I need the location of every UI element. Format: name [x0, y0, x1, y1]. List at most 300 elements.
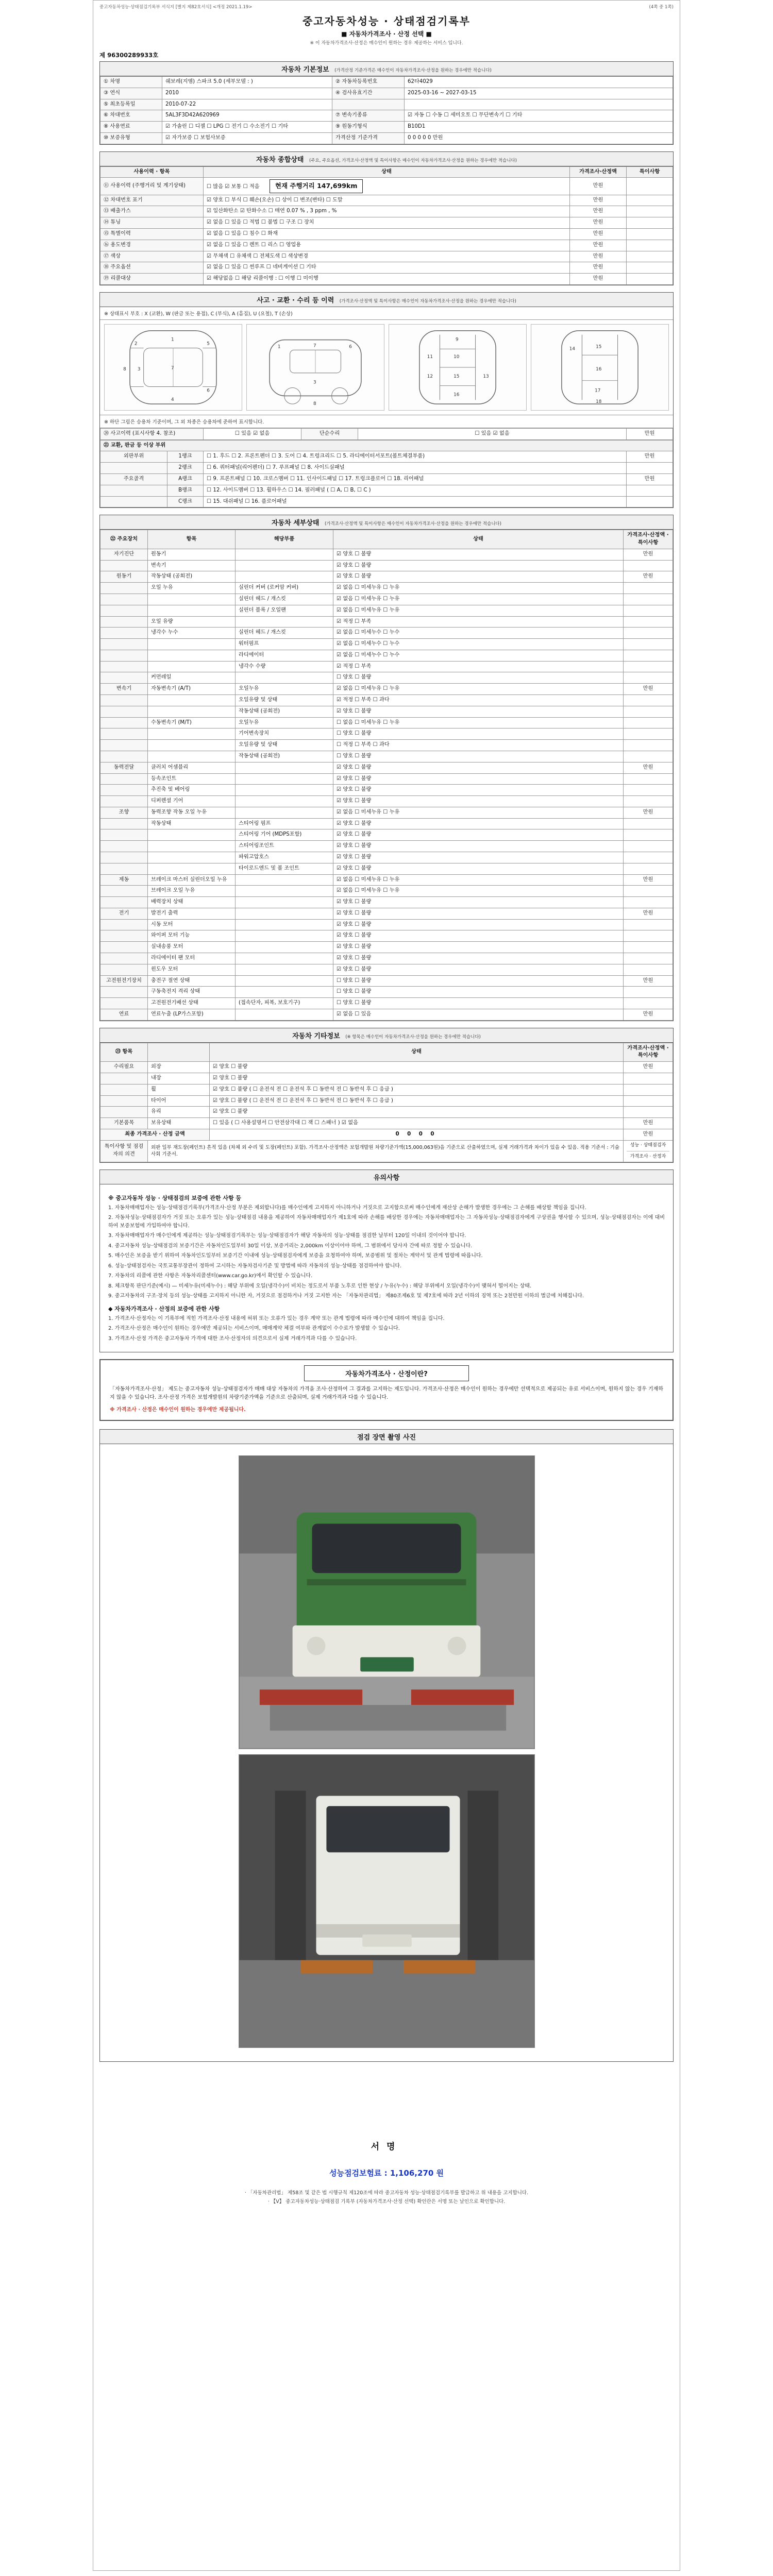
device-cell	[100, 661, 148, 672]
other-info-row	[100, 1062, 673, 1073]
part-cell: 실린더 헤드 / 개스킷	[236, 594, 333, 605]
field-value: ☑ 자동 ☐ 수동 ☐ 세미오토 ☐ 무단변속기 ☐ 기타	[405, 110, 673, 122]
panel-exchange-row	[100, 496, 673, 507]
device-cell	[100, 650, 148, 661]
field-label: ⑧ 사용연료	[100, 122, 162, 133]
part-cell	[236, 571, 333, 583]
page-subtitle: ■ 자동차가격조사 · 산정 선택 ■	[341, 30, 432, 38]
condition-label: ⑯ 용도변경	[100, 240, 204, 251]
device-cell	[100, 964, 148, 975]
state-cell: ☑ 양호 ☐ 불량	[333, 953, 624, 964]
detail-condition-row	[100, 852, 673, 863]
photos-section-title: 점검 장면 촬영 사진	[357, 1434, 416, 1442]
item-cell: 디퍼렌셜 기어	[148, 796, 236, 807]
note-cell	[627, 217, 673, 229]
item-cell	[148, 751, 236, 762]
col-category: ㉓ 항목	[100, 1043, 148, 1062]
category-cell	[100, 1095, 148, 1107]
basic-info-row	[100, 132, 673, 144]
note-cell	[627, 228, 673, 240]
part-cell: 오일유량 및 상태	[236, 740, 333, 751]
notice-item: 6. 성능·상태점검자는 국토교통부장관이 정하여 고시하는 자동차검사기준 및 방법에 따라 자동차의 성능·상태를 점검하여야 합니다.	[108, 1263, 402, 1269]
device-cell	[100, 695, 148, 706]
price-cell: 만원	[570, 228, 627, 240]
detail-condition-row	[100, 762, 673, 773]
exchange-table-title: ㉑ 교환, 판금 등 이상 부위	[100, 440, 673, 451]
page-title: 중고자동차성능 · 상태점검기록부	[302, 15, 470, 27]
field-value: B10D1	[405, 122, 673, 133]
detail-condition-row	[100, 975, 673, 987]
other-info-row	[100, 1118, 673, 1129]
state-cell: ☐ 양호 ☐ 불량	[333, 728, 624, 740]
svg-text:1: 1	[277, 344, 281, 350]
section-basic-info	[99, 61, 674, 145]
part-cell: 오일누유	[236, 717, 333, 728]
svg-text:6: 6	[349, 344, 352, 350]
detail-condition-row	[100, 583, 673, 594]
car-underbody-front-diagram	[389, 324, 527, 411]
price-cell	[624, 583, 673, 594]
part-cell	[236, 785, 333, 796]
svg-text:17: 17	[595, 388, 601, 394]
item-cell: 작동상태 (공회전)	[148, 571, 236, 583]
col-usage: 사용이력 · 항목	[100, 166, 204, 178]
device-cell: 제동	[100, 874, 148, 886]
odometer-value-box	[270, 179, 363, 193]
price-cell	[627, 463, 673, 474]
state-cell: ☑ 양호 ☐ 불량	[210, 1062, 624, 1073]
item-cell	[148, 639, 236, 650]
field-label: ⑦ 변속기종류	[332, 110, 405, 122]
detail-condition-row	[100, 605, 673, 616]
inspection-photo-front	[239, 1455, 535, 1749]
field-label: ⑨ 원동기형식	[332, 122, 405, 133]
state-cell: ☐ 있음 ( ☐ 사용설명서 ☐ 안전삼각대 ☐ 잭 ☐ 스패너 ) ☑ 없음	[210, 1118, 624, 1129]
device-cell	[100, 796, 148, 807]
item-cell: 실내송풍 모터	[148, 942, 236, 953]
state-cell: ☑ 없음 ☐ 미세누수 ☐ 누수	[333, 628, 624, 639]
condition-state: ☑ 없음 ☐ 있음 ☐ 렌트 ☐ 리스 ☐ 영업용	[204, 240, 570, 251]
diagram-note: ※ 하단 그림은 승용차 기준이며, 그 외 차종은 승용차에 준하여 표시합니다.	[100, 415, 673, 428]
svg-text:14: 14	[569, 346, 576, 352]
final-price-value: 0 0 0 0	[210, 1129, 624, 1140]
insurance-fee-value: 1,106,270 원	[390, 2168, 444, 2178]
detail-condition-row	[100, 841, 673, 852]
device-cell: 자기진단	[100, 549, 148, 560]
title-block	[99, 13, 674, 46]
item-cell: 시동 모터	[148, 919, 236, 930]
item-cell	[148, 863, 236, 874]
price-cell: 만원	[624, 762, 673, 773]
condition-label: ⑱ 주요옵션	[100, 262, 204, 274]
item-cell	[148, 650, 236, 661]
detail-condition-row	[100, 706, 673, 717]
item-cell: 유리	[148, 1107, 210, 1118]
panel-parts: ☐ 1. 후드 ☐ 2. 프론트펜더 ☐ 3. 도어 ☐ 4. 트렁크리드 ☐ 5. 라디에이터서포트(볼트체결부품)	[204, 451, 627, 463]
device-cell: 고전원전기장치	[100, 975, 148, 987]
opinion-text: 외판 일부 재도장(페인트) 흔적 있음 (차체 외 수리 및 도장(페인트) 포함). 가격조사·산정액은 보험개발원 차량기준가액(15,000,063원)을 기준으로 산출하였으며, 실제 거래가격과 차이가 있을 수 있음. 적용 기준서 : 기술사회 기준서.	[148, 1140, 624, 1162]
note-cell	[627, 206, 673, 217]
col-state: 상태	[333, 530, 624, 549]
state-cell: ☑ 양호 ☐ 불량	[333, 919, 624, 930]
device-cell	[100, 987, 148, 998]
state-cell: ☐ 양호 ☐ 불량	[333, 672, 624, 684]
field-value: ☑ 자가보증 ☐ 보험사보증	[162, 132, 332, 144]
panel-exchange-row	[100, 485, 673, 496]
device-cell: 연료	[100, 1009, 148, 1020]
state-cell: ☑ 양호 ☐ 불량	[333, 773, 624, 785]
state-cell: ☑ 없음 ☐ 미세누유 ☐ 누유	[333, 807, 624, 818]
notice-item: 2. 자동차성능·상태점검자가 거짓 또는 오류가 있는 성능·상태점검 내용을 제공하여 자동차매매업자가 제1호에 따라 손해를 배상한 경우에는 자동차매매업자는 그 자동차성능·상태점검자에게 구상권을 행사할 수 있으며, 성능·상태점검자는 이에 대비하여 보증보험에 가입하여야 합니다.	[108, 1215, 665, 1229]
device-cell	[100, 672, 148, 684]
svg-text:8: 8	[123, 366, 126, 372]
detail-condition-table	[100, 530, 673, 1020]
state-cell: ☐ 양호 ☐ 불량	[333, 987, 624, 998]
device-cell	[100, 740, 148, 751]
part-cell: 기어변속장치	[236, 728, 333, 740]
note-cell	[627, 240, 673, 251]
price-cell	[624, 785, 673, 796]
detail-condition-row	[100, 807, 673, 818]
price-cell: 만원	[570, 195, 627, 206]
part-cell	[236, 874, 333, 886]
detail-condition-row	[100, 964, 673, 975]
item-cell: 원동기	[148, 549, 236, 560]
panel-group	[100, 485, 167, 496]
device-cell	[100, 728, 148, 740]
accident-section-note: (가격조사·산정액 및 특이사항은 매수인이 자동차가격조사·산정을 원하는 경우에만 적습니다)	[339, 298, 516, 304]
basic-info-table	[100, 76, 673, 144]
item-cell: 브레이크 오일 누유	[148, 886, 236, 897]
price-cell: 만원	[624, 549, 673, 560]
part-cell	[236, 796, 333, 807]
item-cell: 브레이크 마스터 실린더오일 누유	[148, 874, 236, 886]
panel-exchange-row	[100, 473, 673, 485]
signer-pricing: 가격조사 · 산정자	[627, 1151, 669, 1160]
state-cell: ☑ 양호 ☐ 불량	[333, 706, 624, 717]
field-label: ② 자동차등록번호	[332, 77, 405, 88]
simple-repair-label: 단순수리	[301, 428, 358, 439]
part-cell: 작동상태 (공회전)	[236, 706, 333, 717]
condition-state: ☑ 해당없음 ☐ 해당 리콜이행 : ☐ 이행 ☐ 미이행	[204, 274, 570, 285]
price-cell	[624, 717, 673, 728]
overall-condition-row	[100, 262, 673, 274]
document-number: 제 96300289933호	[99, 52, 159, 59]
state-cell: ☑ 양호 ☐ 불량	[333, 571, 624, 583]
part-cell: 스티어링 기어 (MDPS포함)	[236, 829, 333, 841]
part-cell: 냉각수 수량	[236, 661, 333, 672]
overall-section-title: 자동차 종합상태	[256, 156, 304, 164]
category-cell: 기본품목	[100, 1118, 148, 1129]
state-cell: ☑ 적정 ☐ 부족 ☐ 과다	[333, 695, 624, 706]
part-cell	[236, 560, 333, 571]
panel-parts: ☐ 12. 사이드멤버 ☐ 13. 휠하우스 ☐ 14. 필러패널 ( ☐ A, ☐ B, ☐ C )	[204, 485, 627, 496]
device-cell	[100, 852, 148, 863]
field-label: ① 차명	[100, 77, 162, 88]
part-cell: 오일유량 및 상태	[236, 695, 333, 706]
device-cell: 동력전달	[100, 762, 148, 773]
price-cell: 만원	[570, 274, 627, 285]
item-cell: 추진축 및 베어링	[148, 785, 236, 796]
field-value: 2025-03-16 ~ 2027-03-15	[405, 88, 673, 99]
item-cell: 발전기 출력	[148, 908, 236, 919]
basic-info-row	[100, 122, 673, 133]
device-cell	[100, 717, 148, 728]
part-cell: 오일누유	[236, 684, 333, 695]
price-cell	[624, 751, 673, 762]
item-cell: 휠	[148, 1084, 210, 1095]
section-detail-condition	[99, 515, 674, 1021]
state-cell: ☑ 양호 ☐ 불량	[333, 796, 624, 807]
signature-heading: 서명	[371, 2142, 402, 2153]
overall-condition-row	[100, 240, 673, 251]
price-cell: 만원	[624, 874, 673, 886]
col-state: 상태	[204, 166, 570, 178]
detail-condition-row	[100, 594, 673, 605]
category-cell	[100, 1073, 148, 1084]
detail-condition-row	[100, 717, 673, 728]
price-cell	[624, 942, 673, 953]
price-cell	[624, 672, 673, 684]
state-cell: ☑ 양호 ☐ 불량	[210, 1107, 624, 1118]
price-cell: 만원	[627, 451, 673, 463]
other-info-table	[100, 1043, 673, 1162]
device-cell	[100, 605, 148, 616]
svg-text:7: 7	[313, 343, 316, 349]
state-cell: ☑ 없음 ☐ 미세누유 ☐ 누유	[333, 605, 624, 616]
item-cell: 윈도우 모터	[148, 964, 236, 975]
svg-text:4: 4	[171, 397, 174, 403]
item-cell: 와이퍼 모터 기능	[148, 930, 236, 942]
device-cell	[100, 886, 148, 897]
item-cell: 타이어	[148, 1095, 210, 1107]
svg-text:16: 16	[453, 392, 460, 398]
state-cell: ☐ 양호 ☐ 불량	[333, 975, 624, 987]
price-cell: 만원	[624, 908, 673, 919]
other-info-row	[100, 1095, 673, 1107]
device-cell: 전기	[100, 908, 148, 919]
section-other-info	[99, 1028, 674, 1163]
item-cell	[148, 740, 236, 751]
opinion-label: 특이사항 및 점검자의 의견	[100, 1140, 148, 1162]
detail-condition-row	[100, 818, 673, 829]
accident-section-title: 사고 · 교환 · 수리 등 이력	[257, 296, 334, 304]
item-cell	[148, 829, 236, 841]
price-cell	[624, 628, 673, 639]
state-cell: ☑ 양호 ☐ 불량	[333, 785, 624, 796]
item-cell: 등속조인트	[148, 773, 236, 785]
device-cell	[100, 594, 148, 605]
item-cell: 커먼레일	[148, 672, 236, 684]
price-cell	[624, 1107, 673, 1118]
overall-condition-row	[100, 274, 673, 285]
basic-section-title: 자동차 기본정보	[281, 66, 329, 74]
part-cell	[236, 964, 333, 975]
detail-condition-row	[100, 773, 673, 785]
item-cell: 오일 누유	[148, 583, 236, 594]
price-cell	[624, 886, 673, 897]
overall-condition-row	[100, 251, 673, 262]
price-cell	[624, 740, 673, 751]
part-cell	[236, 953, 333, 964]
odometer-label: ⑪ 사용이력 (주행거리 및 계기상태)	[100, 178, 204, 195]
state-cell: ☑ 없음 ☐ 미세누유 ☐ 누유	[333, 594, 624, 605]
svg-text:7: 7	[171, 365, 174, 371]
page-mark: (4쪽 중 1쪽)	[649, 5, 674, 10]
field-value: 62타4029	[405, 77, 673, 88]
panel-rank: B랭크	[167, 485, 204, 496]
svg-text:9: 9	[456, 337, 459, 343]
item-cell	[148, 695, 236, 706]
state-code-legend: ※ 상태표시 부호 : X (교환), W (판금 또는 용접), C (부식), A (흠집), U (요철), T (손상)	[100, 307, 673, 320]
item-cell: 보유상태	[148, 1118, 210, 1129]
detail-condition-row	[100, 751, 673, 762]
state-cell: ☑ 양호 ☐ 불량	[333, 818, 624, 829]
category-cell: 수리필요	[100, 1062, 148, 1073]
odometer-caption: 현재 주행거리	[275, 182, 315, 190]
detail-section-title: 자동차 세부상태	[272, 519, 320, 528]
other-info-row	[100, 1107, 673, 1118]
detail-condition-row	[100, 897, 673, 908]
state-cell: ☑ 양호 ☐ 불량	[333, 549, 624, 560]
detail-condition-row	[100, 953, 673, 964]
odometer-state	[204, 178, 570, 195]
item-cell	[148, 841, 236, 852]
detail-condition-row	[100, 987, 673, 998]
overall-section-note: (주요, 주요옵션, 가격조사·산정액 및 특이사항은 매수인이 자동차가격조사·산정을 원하는 경우에만 적습니다)	[309, 158, 517, 163]
device-cell	[100, 919, 148, 930]
svg-text:3: 3	[137, 366, 141, 372]
part-cell: 실린더 블록 / 오일팬	[236, 605, 333, 616]
condition-label: ⑮ 특별이력	[100, 228, 204, 240]
condition-state: ☑ 무채색 ☐ 유채색 ☐ 전체도색 ☐ 색상변경	[204, 251, 570, 262]
notice-subtitle-1: ※ 중고자동차 성능 · 상태점검의 보증에 관한 사항 등	[108, 1194, 242, 1201]
device-cell	[100, 706, 148, 717]
condition-state: ☑ 없음 ☐ 있음 ☐ 썬루프 ☐ 네비게이션 ☐ 기타	[204, 262, 570, 274]
price-cell	[624, 919, 673, 930]
price-cell	[624, 728, 673, 740]
price-cell	[624, 639, 673, 650]
detail-condition-row	[100, 695, 673, 706]
notice-item: 9. 중고자동차의 구조·장치 등의 성능·상태를 고지하지 아니한 자, 거짓으로 점검하거나 거짓 고지한 자는 「자동차관리법」 제80조제6호 및 제7호에 따라 2년 이하의 징역 또는 2천만원 이하의 벌금에 처해집니다.	[108, 1293, 584, 1299]
notice-item: 2. 가격조사·산정은 매수인이 원하는 경우에만 제공되는 서비스이며, 매매계약 체결 여부와 관계없이 수수료가 발생할 수 있습니다.	[108, 1326, 400, 1332]
final-price-label: 최종 가격조사 · 산정 금액	[100, 1129, 210, 1140]
detail-condition-row	[100, 886, 673, 897]
device-cell: 변속기	[100, 684, 148, 695]
section-notice	[99, 1170, 674, 1353]
condition-label: ⑫ 차대번호 표기	[100, 195, 204, 206]
device-cell	[100, 897, 148, 908]
item-cell: 변속기	[148, 560, 236, 571]
detail-condition-row	[100, 672, 673, 684]
odometer-row	[100, 178, 673, 195]
detail-condition-row	[100, 919, 673, 930]
col-price: 가격조사·산정액	[570, 166, 627, 178]
accident-history-label: ⑳ 사고이력 (표시사항 4. 참조)	[100, 428, 204, 439]
part-cell	[236, 616, 333, 628]
part-cell	[236, 1009, 333, 1020]
simple-repair-state: ☐ 있음 ☑ 없음	[358, 428, 627, 439]
price-cell	[624, 1073, 673, 1084]
inspection-photo-rear	[239, 1754, 535, 2048]
condition-state: ☑ 없음 ☐ 있음 ☐ 침수 ☐ 화재	[204, 228, 570, 240]
part-cell: 스티어링조인트	[236, 841, 333, 852]
svg-text:18: 18	[596, 399, 602, 405]
state-cell: ☑ 양호 ☐ 불량	[333, 560, 624, 571]
other-section-note: (※ 항목은 매수인이 자동차가격조사·산정을 원하는 경우에만 적습니다)	[345, 1034, 481, 1040]
field-value: ☑ 가솔린 ☐ 디젤 ☐ LPG ☐ 전기 ☐ 수소전기 ☐ 기타	[162, 122, 332, 133]
part-cell	[236, 930, 333, 942]
condition-state: ☑ 없음 ☐ 있음 ☐ 적법 ☐ 불법 ☐ 구조 ☐ 장치	[204, 217, 570, 229]
overall-header-row	[100, 166, 673, 178]
field-label: ③ 연식	[100, 88, 162, 99]
condition-state: ☑ 양호 ☐ 부식 ☐ 훼손(오손) ☐ 상이 ☐ 변조(변타) ☐ 도말	[204, 195, 570, 206]
detail-condition-row	[100, 549, 673, 560]
overall-condition-row	[100, 217, 673, 229]
col-part: 해당부품	[236, 530, 333, 549]
state-cell: ☑ 양호 ☐ 불량	[333, 942, 624, 953]
item-cell: 클러치 어셈블리	[148, 762, 236, 773]
field-value: 쉐보레(지엠) 스파크 5.0 (세부모델 : )	[162, 77, 332, 88]
detail-condition-row	[100, 616, 673, 628]
state-cell: ☑ 양호 ☐ 불량 ( ☐ 운전석 전 ☐ 운전석 후 ☐ 동반석 전 ☐ 동반석 후 ☐ 응급 )	[210, 1084, 624, 1095]
device-cell	[100, 773, 148, 785]
svg-text:6: 6	[207, 388, 210, 394]
device-cell	[100, 560, 148, 571]
price-cell: 만원	[570, 178, 627, 195]
device-cell	[100, 639, 148, 650]
price-cell: 만원	[570, 206, 627, 217]
part-cell	[236, 773, 333, 785]
price-cell	[624, 829, 673, 841]
price-cell: 만원	[624, 684, 673, 695]
field-value	[405, 99, 673, 110]
state-cell: ☐ 없음 ☐ 미세누유 ☐ 누유	[333, 717, 624, 728]
price-cell	[624, 841, 673, 852]
state-cell: ☐ 양호 ☐ 불량	[333, 998, 624, 1009]
item-cell: 오일 유량	[148, 616, 236, 628]
device-cell	[100, 841, 148, 852]
col-note: 특이사항	[627, 166, 673, 178]
inspector-opinion-row	[100, 1140, 673, 1162]
price-cell	[624, 863, 673, 874]
svg-text:13: 13	[483, 374, 489, 379]
panel-exchange-row	[100, 451, 673, 463]
price-cell	[624, 773, 673, 785]
panel-exchange-table	[100, 440, 673, 508]
device-cell	[100, 818, 148, 829]
basic-section-note: (가격산정 기준가격은 매수인이 자동차가격조사·산정을 원하는 경우에만 적습니다)	[334, 68, 492, 73]
field-label: ⑤ 최초등록일	[100, 99, 162, 110]
odometer-unit: km	[346, 182, 358, 190]
device-cell	[100, 829, 148, 841]
panel-parts: ☐ 6. 쿼터패널(리어펜더) ☐ 7. 루프패널 ☐ 8. 사이드실패널	[204, 463, 627, 474]
item-cell: 수동변속기 (M/T)	[148, 717, 236, 728]
price-cell: 만원	[624, 571, 673, 583]
state-cell: ☑ 없음 ☐ 미세누유 ☐ 누유	[333, 684, 624, 695]
overall-condition-row	[100, 228, 673, 240]
state-cell: ☐ 적정 ☐ 부족 ☐ 과다	[333, 740, 624, 751]
field-label: ④ 검사유효기간	[332, 88, 405, 99]
category-cell	[100, 1084, 148, 1095]
part-cell: (접속단자, 피복, 보호기구)	[236, 998, 333, 1009]
state-cell: ☑ 없음 ☐ 미세누수 ☐ 누수	[333, 650, 624, 661]
price-cell	[624, 796, 673, 807]
state-cell: ☑ 양호 ☐ 불량	[333, 930, 624, 942]
price-cell	[624, 695, 673, 706]
detail-condition-row	[100, 796, 673, 807]
panel-parts: ☐ 15. 대쉬패널 ☐ 16. 플로어패널	[204, 496, 627, 507]
